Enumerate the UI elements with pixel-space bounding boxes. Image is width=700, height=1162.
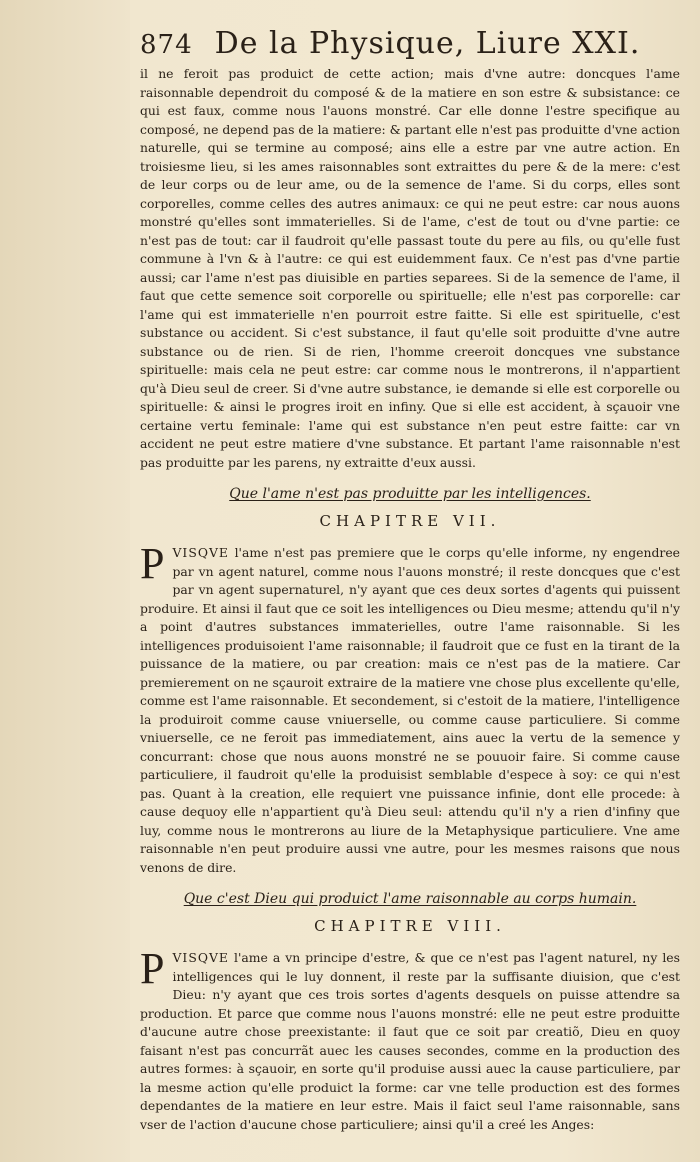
chapter-7-paragraph (140, 539, 680, 877)
dropcap-letter: P (140, 539, 165, 588)
lead-word: VISQVE (172, 950, 229, 965)
lead-word: VISQVE (172, 545, 229, 560)
running-title: De la Physique, Liure XXI. (214, 26, 641, 61)
page-header (140, 26, 680, 61)
section-heading-1: Que l'ame n'est pas produitte par les intelligences. (229, 486, 591, 502)
section-heading-2: Que c'est Dieu qui produict l'ame raisonnable au corps humain. (183, 891, 637, 907)
dropcap-letter: P (140, 944, 165, 993)
chapter-7-text: l'ame n'est pas premiere que le corps qu'elle informe, ny engendree par vn agent naturel, comme nous l'auons monstré; il reste doncques que c'est par vn agent supernaturel, n'y ayant que ces deux sortes d'agents qui puissent produire. Et ainsi il faut que ce soit les intelligences ou Dieu mesme; attendu qu'il n'y a point d'autres substances immaterielles, outre l'ame raisonnable. Si les intelligences produisoient l'ame raisonnable; il faudroit que ce fust en la tirant de la puissance de la matiere, ou par creation: mais ce n'est pas de la matiere. Car premierement on ne sçauroit extraire de la matiere vne chose plus excellente qu'elle, comme est l'ame raisonnable. Et secondement, si c'estoit de la matiere, l'intelligence la produiroit comme cause vniuerselle, ou comme cause particuliere. Si comme vniuerselle, ce ne feroit pas immediatement, ains auec la vertu de la semence y concurrant: chose que nous auons monstré ne se pouuoir faire. Si comme cause particuliere, il faudroit qu'elle la produisist semblable d'espece à soy: ce qui n'est pas. Quant à la creation, elle requiert vne puissance infinie, dont elle procede: à cause dequoy elle n'appartient qu'à Dieu seul: attendu qu'il n'y a rien d'infiny que luy, comme nous le montrerons au liure de la Metaphysique particuliere. Vne ame raisonnable n'en peut produire aussi vne autre, pour les mesmes raisons que nous venons de dire. (140, 545, 680, 875)
body-text (140, 65, 680, 472)
page-number: 874 (140, 30, 193, 60)
chapter-8-paragraph (140, 944, 680, 1134)
chapter-title-8: CHAPITRE VIII. (314, 917, 506, 935)
chapter-title-7: CHAPITRE VII. (319, 512, 501, 530)
chapter-8-text: l'ame a vn principe d'estre, & que ce n'est pas l'agent naturel, ny les intelligences qui le luy donnent, il reste par la suffisante diuision, que c'est Dieu: n'y ayant que ces trois sortes d'agents desquels on puisse attendre sa production. Et parce que comme nous l'auons monstré: elle ne peut estre produitte d'aucune autre chose preexistante: il faut que ce soit par creatiõ, Dieu en quoy faisant n'est pas concurrãt auec les causes secondes, comme en la production des autres formes: à sçauoir, en sorte qu'il produise aussi auec la cause particuliere, par la mesme action qu'elle produict la forme: car vne telle production est des formes dependantes de la matiere en leur estre. Mais il faict seul l'ame raisonnable, sans vser de l'action d'aucune chose particuliere; ainsi qu'il a creé les Anges: (140, 950, 680, 1132)
intro-paragraph: il ne feroit pas produict de cette action; mais d'vne autre: doncques l'ame raisonnable dependroit du composé & de la matiere en son estre & subsistance: ce qui est faux, comme nous l'auons monstré. Car elle donne l'estre specifique au composé, ne depend pas de la matiere: & partant elle n'est pas produitte d'vne action naturelle, qui se termine au composé; ains elle a estre par vne autre action. En troisiesme lieu, si les ames raisonnables sont extraittes du pere & de la mere: c'est de leur corps ou de leur ame, ou de la semence de l'ame. Si du corps, elles sont corporelles, comme celles des autres animaux: ce qui ne peut estre: car nous auons monstré qu'elles sont immaterielles. Si de l'ame, c'est de tout ou d'vne partie: ce n'est pas de tout: car il faudroit qu'elle passast toute du pere au fils, ou qu'elle fust commune à l'vn & à l'autre: ce qui est euidemment faux. Ce n'est pas d'vne partie aussi; car l'ame n'est pas diuisible en parties separees. Si de la semence de l'ame, il faut que cette semence soit corporelle ou spirituelle; elle n'est pas corporelle: car l'ame qui est immaterielle n'en pourroit estre faitte. Si elle est spirituelle, c'est substance ou accident. Si c'est substance, il faut qu'elle soit produitte d'vne autre substance ou de rien. Si de rien, l'homme creeroit doncques vne substance spirituelle: mais cela ne peut estre: car comme nous le montrerons, il n'appartient qu'à Dieu seul de creer. Si d'vne autre substance, ie demande si elle est corporelle ou spirituelle: & ainsi le progres iroit en infiny. Que si elle est accident, à sçauoir vne certaine vertu feminale: l'ame qui est substance n'en peut estre faitte: car vn accident ne peut estre matiere d'vne substance. Et partant l'ame raisonnable n'est pas produitte par les parens, ny extraitte d'eux aussi. (140, 66, 680, 470)
page-gutter (0, 0, 130, 1162)
